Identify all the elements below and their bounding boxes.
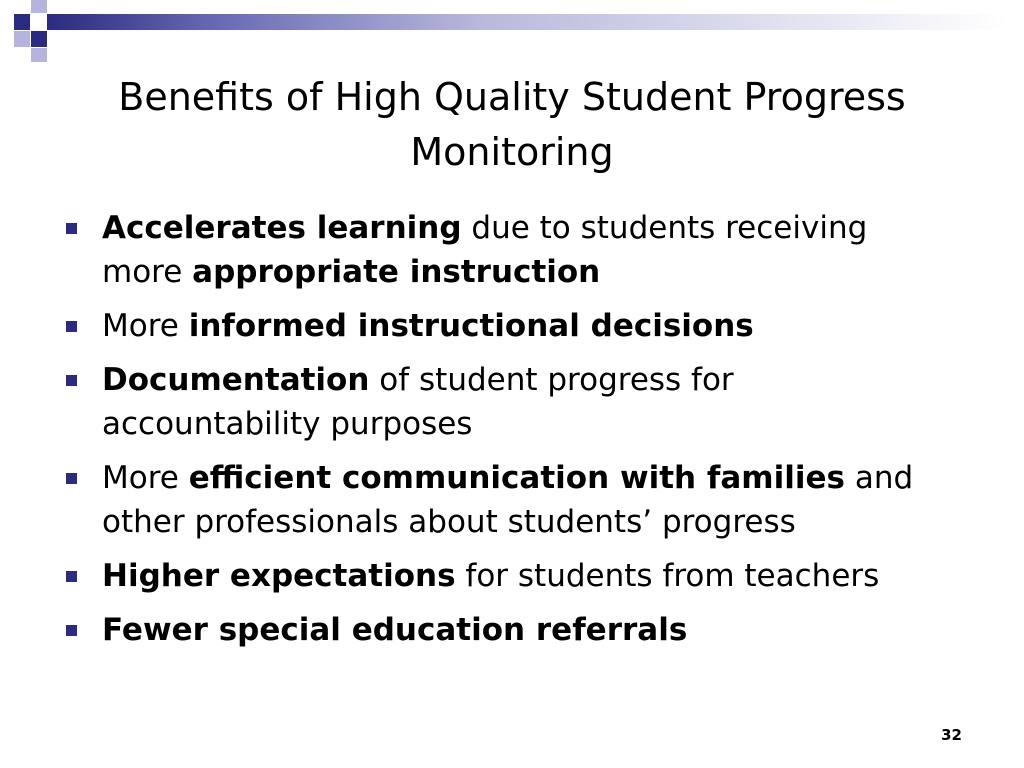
list-item	[0, 554, 1024, 598]
slide-title-line: Monitoring	[410, 130, 614, 174]
bullet-bold-text: efficient communication with families	[188, 460, 845, 496]
bullet-bold-text: Fewer special education referrals	[102, 612, 688, 648]
bullet-text: of student progress for	[369, 362, 734, 398]
square-bullet-icon	[66, 571, 77, 582]
bullet-line	[102, 206, 1024, 250]
bullet-bold-text: informed instructional decisions	[188, 308, 754, 344]
square-bullet-icon	[66, 375, 77, 386]
bullet-bold-text: Higher expectations	[102, 558, 456, 594]
square-bullet-icon	[66, 625, 77, 636]
bullet-line	[102, 304, 1024, 348]
slide-title-line: Benefits of High Quality Student Progress	[118, 75, 906, 119]
bullet-text: accountability purposes	[102, 406, 473, 442]
page-number: 32	[941, 726, 962, 744]
bullet-text: other professionals about students’ progress	[102, 504, 796, 540]
bullet-line	[102, 402, 1024, 446]
bullet-text: for students from teachers	[455, 558, 880, 594]
corner-square-light	[14, 31, 30, 47]
header-gradient-bar	[47, 14, 1007, 30]
bullet-line	[102, 554, 1024, 598]
bullet-line	[102, 608, 1024, 652]
bullet-bold-text: Accelerates learning	[102, 210, 462, 246]
slide-title	[0, 70, 1024, 180]
bullet-list	[0, 206, 1024, 662]
bullet-line	[102, 250, 1024, 294]
list-item	[0, 206, 1024, 294]
bullet-line	[102, 456, 1024, 500]
bullet-text: More	[102, 460, 189, 496]
bullet-text: due to students receiving	[461, 210, 868, 246]
corner-square-light	[31, 0, 47, 13]
square-bullet-icon	[66, 321, 77, 332]
list-item	[0, 608, 1024, 652]
list-item	[0, 358, 1024, 446]
bullet-text: and	[844, 460, 914, 496]
corner-square-dark	[31, 31, 47, 47]
bullet-bold-text: Documentation	[102, 362, 370, 398]
bullet-text: more	[102, 254, 193, 290]
bullet-line	[102, 500, 1024, 544]
square-bullet-icon	[66, 473, 77, 484]
list-item	[0, 456, 1024, 544]
list-item	[0, 304, 1024, 348]
square-bullet-icon	[66, 223, 77, 234]
bullet-line	[102, 358, 1024, 402]
corner-square-dark	[14, 14, 30, 30]
bullet-text: More	[102, 308, 189, 344]
bullet-bold-text: appropriate instruction	[192, 254, 601, 290]
corner-square-light	[31, 48, 47, 62]
